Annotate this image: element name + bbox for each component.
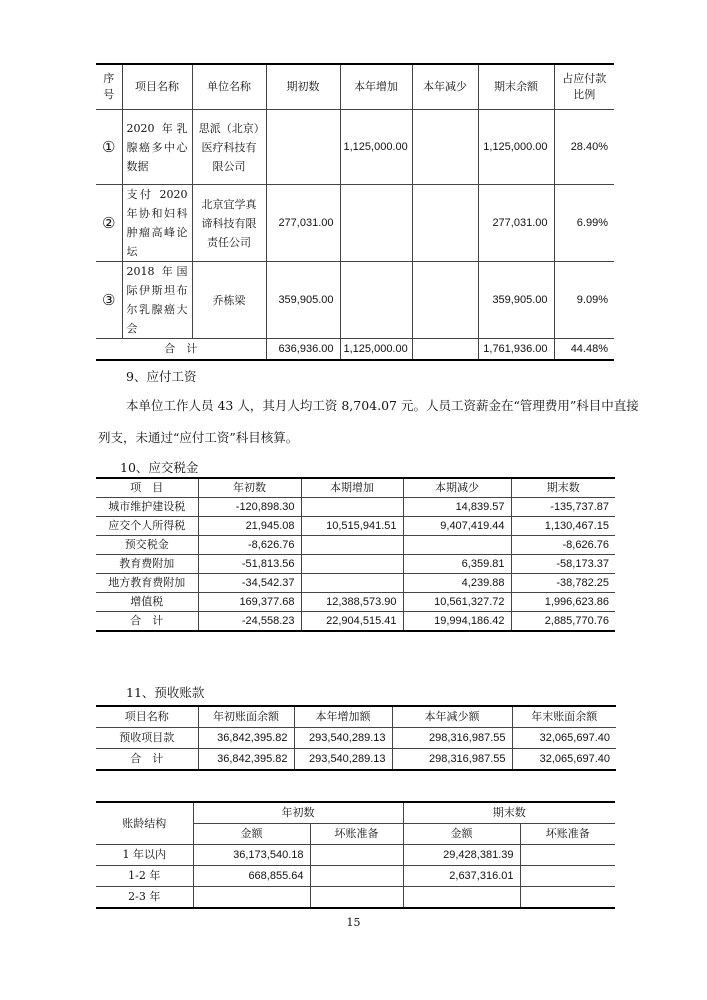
cell-value: 298,316,987.55	[392, 749, 512, 771]
item-name: 城市维护建设税	[96, 498, 198, 517]
cell-value	[310, 866, 403, 887]
increase-value: 1,125,000.00	[340, 110, 412, 185]
header-cell: 账龄结构	[96, 802, 193, 845]
cell-value: 1,130,467.15	[511, 517, 615, 536]
row-number: ②	[96, 185, 122, 262]
item-name: 教育费附加	[96, 555, 198, 574]
cell-value: 169,377.68	[198, 593, 301, 612]
header-cell: 单位名称	[192, 64, 266, 110]
header-cell: 期末余额	[478, 64, 554, 110]
closing-value: 1,125,000.00	[478, 110, 554, 185]
taxes-payable-table	[96, 477, 615, 632]
cell-value: 668,855.64	[193, 866, 310, 887]
header-cell: 序号	[96, 64, 122, 110]
section-title: 10、应交税金	[120, 460, 199, 475]
cell-value: 22,904,515.41	[301, 612, 403, 632]
closing-value: 359,905.00	[478, 262, 554, 339]
opening-value	[266, 110, 340, 185]
ratio-value: 9.09%	[554, 262, 614, 339]
cell-value: -8,626.76	[198, 536, 301, 555]
cell-value	[193, 887, 310, 909]
header-cell: 本期增加	[301, 478, 403, 498]
cell-value: 10,561,327.72	[403, 593, 511, 612]
total-ratio: 44.48%	[554, 339, 614, 361]
table-header-row	[96, 802, 615, 824]
cell-value	[310, 887, 403, 909]
item-name: 合 计	[96, 612, 198, 632]
cell-value: 29,428,381.39	[403, 845, 520, 866]
total-row	[96, 749, 616, 771]
cell-value: 1,996,623.86	[511, 593, 615, 612]
decrease-value	[412, 110, 478, 185]
page-number: 15	[346, 916, 361, 929]
cell-value: -135,737.87	[511, 498, 615, 517]
header-cell: 本年增加额	[294, 706, 392, 728]
table-row	[96, 498, 615, 517]
cell-value: 298,316,987.55	[392, 728, 512, 749]
header-cell: 年初数	[198, 478, 301, 498]
table-header-row	[96, 64, 614, 110]
cell-value: 293,540,289.13	[294, 728, 392, 749]
ratio-value: 6.99%	[554, 185, 614, 262]
cell-value: 32,065,697.40	[512, 749, 616, 771]
payables-detail-table	[96, 63, 614, 361]
header-cell: 年末账面余额	[512, 706, 616, 728]
total-increase: 1,125,000.00	[340, 339, 412, 361]
header-cell: 本年减少	[412, 64, 478, 110]
cell-value: 32,065,697.40	[512, 728, 616, 749]
section-title: 9、应付工资	[126, 369, 197, 384]
cell-value: 9,407,419.44	[403, 517, 511, 536]
cell-value: 21,945.08	[198, 517, 301, 536]
cell-value: 2,885,770.76	[511, 612, 615, 632]
header-cell: 项 目	[96, 478, 198, 498]
cell-value	[310, 845, 403, 866]
cell-value: 10,515,941.51	[301, 517, 403, 536]
table-row	[96, 262, 614, 339]
item-name: 预交税金	[96, 536, 198, 555]
unit-name: 思派（北京）医疗科技有限公司	[192, 110, 266, 185]
cell-value	[301, 574, 403, 593]
opening-value: 359,905.00	[266, 262, 340, 339]
aging-bucket: 1 年以内	[96, 845, 193, 866]
header-cell: 金额	[193, 824, 310, 845]
row-number: ①	[96, 110, 122, 185]
aging-bucket: 2-3 年	[96, 887, 193, 909]
cell-value: 14,839.57	[403, 498, 511, 517]
cell-value: 4,239.88	[403, 574, 511, 593]
project-name: 支付 2020 年协和妇科肿瘤高峰论坛	[122, 185, 192, 262]
table-row	[96, 185, 614, 262]
cell-value: -8,626.76	[511, 536, 615, 555]
header-cell: 本年增加	[340, 64, 412, 110]
cell-value: -38,782.25	[511, 574, 615, 593]
aging-structure-table	[96, 801, 615, 909]
table-header-row	[96, 706, 616, 728]
decrease-value	[412, 185, 478, 262]
section-title: 11、预收账款	[126, 685, 205, 700]
item-name: 合 计	[96, 749, 198, 771]
header-cell: 年初账面余额	[198, 706, 294, 728]
table-row	[96, 593, 615, 612]
cell-value: 12,388,573.90	[301, 593, 403, 612]
header-group: 年初数	[193, 802, 403, 824]
cell-value: 2,637,316.01	[403, 866, 520, 887]
paragraph-line: 列支，未通过“应付工资”科目核算。	[98, 430, 299, 445]
cell-value	[301, 498, 403, 517]
project-name: 2020 年乳腺癌多中心数据	[122, 110, 192, 185]
cell-value	[520, 845, 615, 866]
header-cell: 本期减少	[403, 478, 511, 498]
cell-value: 36,842,395.82	[198, 728, 294, 749]
total-row	[96, 339, 614, 361]
cell-value: 293,540,289.13	[294, 749, 392, 771]
cell-value	[520, 866, 615, 887]
header-group: 期末数	[403, 802, 615, 824]
table-row	[96, 574, 615, 593]
increase-value	[340, 262, 412, 339]
row-number: ③	[96, 262, 122, 339]
header-cell: 占应付款比例	[554, 64, 614, 110]
advance-receipts-table	[96, 705, 616, 771]
table-row	[96, 845, 615, 866]
total-label: 合 计	[96, 339, 266, 361]
table-row	[96, 866, 615, 887]
cell-value: 6,359.81	[403, 555, 511, 574]
cell-value	[301, 536, 403, 555]
decrease-value	[412, 262, 478, 339]
aging-bucket: 1-2 年	[96, 866, 193, 887]
total-closing: 1,761,936.00	[478, 339, 554, 361]
item-name: 地方教育费附加	[96, 574, 198, 593]
ratio-value: 28.40%	[554, 110, 614, 185]
header-cell: 金额	[403, 824, 520, 845]
header-cell: 坏账准备	[310, 824, 403, 845]
total-opening: 636,936.00	[266, 339, 340, 361]
header-cell: 坏账准备	[520, 824, 615, 845]
table-row	[96, 536, 615, 555]
opening-value: 277,031.00	[266, 185, 340, 262]
table-row	[96, 887, 615, 909]
cell-value: -58,173.37	[511, 555, 615, 574]
total-row	[96, 612, 615, 632]
cell-value: -24,558.23	[198, 612, 301, 632]
cell-value: 36,173,540.18	[193, 845, 310, 866]
table-row	[96, 728, 616, 749]
table-row	[96, 110, 614, 185]
table-row	[96, 517, 615, 536]
unit-name: 北京宜学真谛科技有限责任公司	[192, 185, 266, 262]
item-name: 预收项目款	[96, 728, 198, 749]
header-cell: 期末数	[511, 478, 615, 498]
cell-value	[520, 887, 615, 909]
increase-value	[340, 185, 412, 262]
cell-value	[301, 555, 403, 574]
cell-value: -34,542.37	[198, 574, 301, 593]
cell-value: 19,994,186.42	[403, 612, 511, 632]
cell-value: 36,842,395.82	[198, 749, 294, 771]
table-header-row	[96, 478, 615, 498]
header-cell: 项目名称	[122, 64, 192, 110]
paragraph-line: 本单位工作人员 43 人，其月人均工资 8,704.07 元。人员工资薪金在“管理费用”科目中直接	[126, 398, 639, 413]
header-cell: 期初数	[266, 64, 340, 110]
item-name: 增值税	[96, 593, 198, 612]
closing-value: 277,031.00	[478, 185, 554, 262]
total-decrease	[412, 339, 478, 361]
cell-value: -51,813.56	[198, 555, 301, 574]
cell-value	[403, 887, 520, 909]
unit-name: 乔栋梁	[192, 262, 266, 339]
cell-value: -120,898.30	[198, 498, 301, 517]
header-cell: 本年减少额	[392, 706, 512, 728]
table-row	[96, 555, 615, 574]
header-cell: 项目名称	[96, 706, 198, 728]
project-name: 2018 年国际伊斯坦布尔乳腺癌大会	[122, 262, 192, 339]
item-name: 应交个人所得税	[96, 517, 198, 536]
cell-value	[403, 536, 511, 555]
